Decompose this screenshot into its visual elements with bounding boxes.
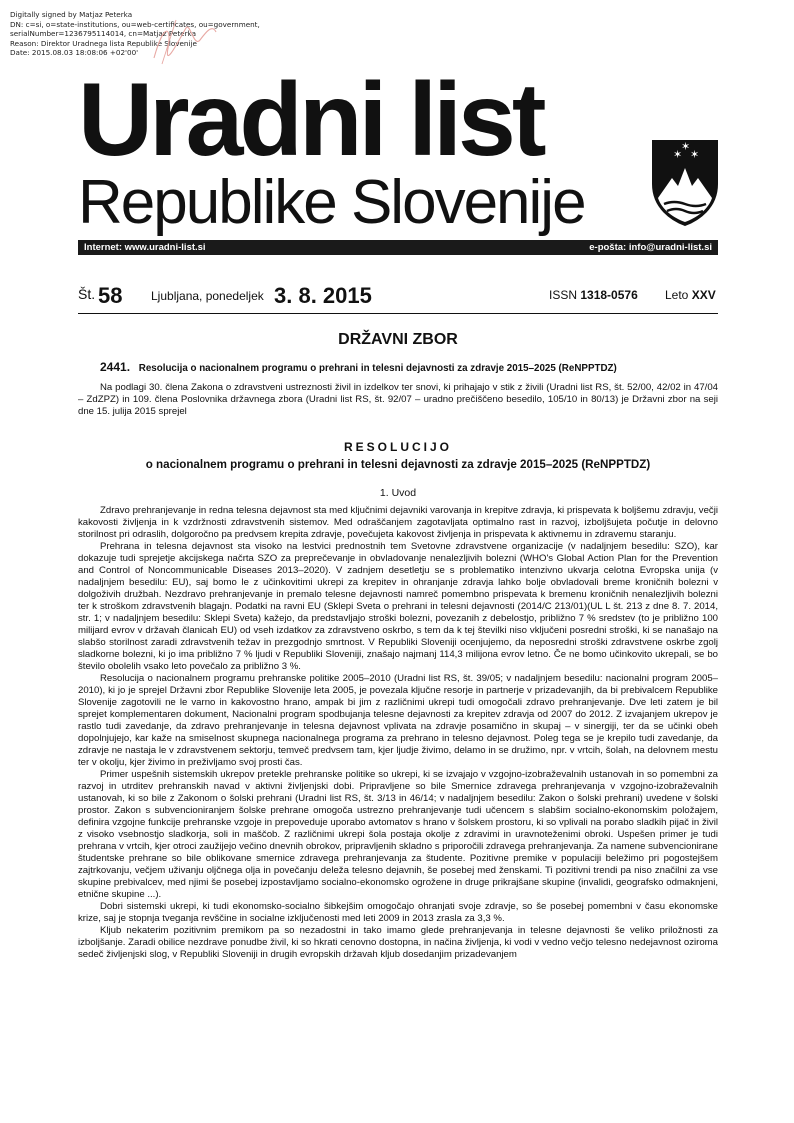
- digital-signature: [10, 10, 260, 58]
- internet-link[interactable]: Internet: www.uradni-list.si: [84, 242, 206, 253]
- paragraph: Dobri sistemski ukrepi, ki tudi ekonomsko-socialno šibkejšim omogočajo ohranjati svoje zdravje, so še posebej pomembni v času ekonomske krize, saj je stopnja tveganja revščine in socialne izključenosti med leti 2009 in 2013 zrasla za 3,3 %.: [78, 901, 718, 924]
- signature-line: DN: c=si, o=state-institutions, ou=web-certificates, ou=government,: [10, 19, 260, 29]
- resolution-title: RESOLUCIJO: [343, 440, 452, 454]
- svg-text:✶: ✶: [673, 148, 683, 161]
- body-text: [78, 505, 718, 961]
- document-heading: [100, 360, 720, 374]
- volume-value: XXV: [691, 288, 716, 302]
- issue-number: 58: [98, 283, 123, 308]
- volume: [665, 288, 716, 302]
- paragraph: Resolucija o nacionalnem programu prehranske politike 2005–2010 (Uradni list RS, št. 39/05; v nadaljnjem besedilu: nacionalni program 2005–2010), ki jo je sprejel Državni zbor Republike Slovenije leta 2005, je povezala ključne resorje in partnerje v prizadevanjih, da bi prebivalcem Republike Slovenije zagotovili ne le varno in kakovostno hrano, ampak bi jim z različnimi ukrepi tudi omogočali zdravo prehranjevanje. Dve leti zatem je bil sprejet komplementaren dokument, Nacionalni program spodbujanja telesne dejavnosti za krepitev zdravja od 2007 do 2012. Z izvajanjem ukrepov je rastlo tudi zavedanje, da zdravo prehranjevanje in telesna dejavnost vplivata na zdravje posamično in skupaj – v sinergiji, ter da se učinki obeh dopolnjujejo, kar kaže na smiselnost skupnega nacionalnega programa za prehrano in telesno dejavnost. Poleg tega se je krepilo tudi zavedanje, da zdravje ne nastaja le v zdravstvenem sektorju, temveč predvsem tam, kjer ljudje živimo, delamo in se družimo, npr. v vrtcih, šolah, na delovnem mestu ter v okolju, kjer živimo in preživljamo svoj prosti čas.: [78, 673, 718, 768]
- paragraph: Primer uspešnih sistemskih ukrepov pretekle prehranske politike so ukrepi, ki se izvajajo v vzgojno-izobraževalnih ustanovah in so pomembni za razvoj in utrditev prehranskih navad v aktivni življenjski dobi. Pripravljene so bile Smernice zdravega prehranjevanja v vzgojno-izobraževalnih ustanovah, ki so bile z Zakonom o šolski prehrani (Uradni list RS, št. 3/13 in 46/14; v nadaljnjem besedilu: Zakon o šolski prehrani) uvedene v šolski prostor. Zakon s subvencioniranjem šolske prehrane omogoča ustrezno prehranjevanje tudi učencem s slabšim socialno-ekonomskim položajem, definira vzgojne funkcije prehranske vzgoje in prepoveduje uporabo avtomatov s hrano v šolskem prostoru, ki so vplivali na porabo sladkih pijač in živil z visoko vsebnostjo sladkorja, soli in maščob. Z različnimi ukrepi šola postaja okolje z zdravimi in uravnoteženimi obroki. Uspešen primer je tudi prehrana v vrtcih, kjer otroci zaužijejo večino dnevnih obrokov, pripravljenih skladno s priporočili zdravega prehranjevanja. Za namene subvencionirane študentske prehrane so bile oblikovane smernice zdravega prehranjevanja za študente. Pozitivne premike v populaciji beležimo pri pogostejšem zajtrkovanju, večjem uživanju oljčnega olja in povečanju deleža telesno dejavnih, še posebej med ženskami. Ti pozitivni trendi pa niso značilni za vse skupine prebivalcev, med njimi še posebej izpostavljamo socialno-ekonomsko ogrožene in druge prikrajšane skupine (invalidi, geografsko odmaknjeni, etnične skupine ...).: [78, 769, 718, 900]
- signature-line: Date: 2015.08.03 18:08:06 +02'00': [10, 48, 139, 58]
- preamble: Na podlagi 30. člena Zakona o zdravstveni ustreznosti živil in izdelkov ter snovi, ki prihajajo v stik z živili (Uradni list RS, št. 52/00, 42/02 in 47/04 – ZdZPZ) in 109. člena Poslovnika državnega zbora (Uradni list RS, št. 92/07 – uradno prečiščeno besedilo, 105/10 in 80/13) je Državni zbor na seji dne 15. julija 2015 sprejel: [78, 382, 718, 417]
- resolution-subtitle: o nacionalnem programu o prehrani in telesni dejavnosti za zdravje 2015–2025 (ReNPPTDZ): [145, 458, 651, 471]
- issue-date: 3. 8. 2015: [274, 283, 372, 308]
- paragraph: Kljub nekaterim pozitivnim premikom pa so nezadostni in tako imamo glede prehranjevanja in telesne dejavnosti še veliko priložnosti za izboljšanje. Zaradi obilice nezdrave ponudbe živil, ki so hkrati cenovno dostopna, in načina življenja, ki vodi v vedno večjo telesno nedejavnost oziroma sedeč življenjski slog, v Republiki Sloveniji in drugih evropskih državah kljub dosedanjim prizadevanjem: [78, 925, 718, 960]
- svg-text:✶: ✶: [681, 140, 691, 153]
- contact-bar: [78, 240, 718, 255]
- document-title: Resolucija o nacionalnem programu o prehrani in telesni dejavnosti za zdravje 2015–2025 (ReNPPTDZ): [138, 363, 617, 374]
- chapter-heading: 1. Uvod: [379, 487, 417, 499]
- section-heading: DRŽAVNI ZBOR: [338, 331, 458, 348]
- signature-line: Reason: Direktor Uradnega lista Republike Slovenije: [10, 38, 197, 48]
- masthead-subtitle: Republike Slovenije: [78, 168, 585, 237]
- divider: [78, 313, 718, 314]
- paragraph: Prehrana in telesna dejavnost sta visoko na lestvici prednostnih tem Svetovne zdravstvene organizacije (v nadaljnjem besedilu: SZO), kar dokazuje tudi sprejetje akcijskega načrta SZO za preprečevanje in obvladovanje nenalezljivih bolezni (WHO's Global Action Plan for the Prevention and Control of Noncommunicable Diseases 2013–2020). V zadnjem desetletju se s problematiko intenzivno ukvarja celotna Evropska unija (v nadaljnjem besedilu: EU), saj bomo le z učinkovitimi ukrepi za krepitev in ohranjanje zdravja lahko bolje obvladovali breme kroničnih bolezni v dolgoživih družbah. Nezdravo prehranjevanje in premalo telesne dejavnosti namreč pomembno prispevata k bremenu kroničnih nenalezljivih bolezni ter k stroškom zdravstvenih blagajn. Podatki na ravni EU (Sklepi Sveta o prehrani in telesni dejavnosti (2014/C 213/01)(UL L št. 213 z dne 8. 7. 2014, str. 1; v nadaljnjem besedilu: Sklepi Sveta) kažejo, da predstavljajo stroški bolezni, povezanih z debelostjo, približno 7 % sredstev (to je približno 100 milijard evrov v državah članicah EU) od vseh izdatkov za zdravstveno oskrbo, s tem da k tej številki niso vključeni posredni stroški, ki se nanašajo na slabšo storilnost zaradi zdravstvenih težav in prezgodnjo smrtnost. V Republiki Sloveniji ocenjujemo, da neposredni stroški zdravstvene oskrbe zgolj sladkorne bolezni, ki jo ima približno 7 % ljudi v Republiki Sloveniji, znašajo najmanj 114,3 milijona evrov letno. Če ne bomo učinkovito ukrepali, se bo število obolelih vsako leto povečalo za približno 3 %.: [78, 541, 718, 672]
- masthead: [78, 62, 728, 237]
- issn-label: ISSN: [549, 288, 578, 302]
- signature-line: serialNumber=1236795114014, cn=Matjaz Peterka: [10, 29, 196, 39]
- issn-value: 1318-0576: [580, 288, 638, 302]
- document-number: 2441.: [100, 360, 131, 374]
- masthead-title: Uradni list: [78, 62, 543, 178]
- issue-place: Ljubljana, ponedeljek: [151, 289, 264, 303]
- paragraph: Zdravo prehranjevanje in redna telesna dejavnost sta med ključnimi dejavniki varovanja in krepitve zdravja, ki prispevata k boljšemu zdravju, večji kakovosti življenja in k vzdržnosti zdravstvenih sistemov. Med odraščanjem zagotavljata optimalno rast in razvoj, izboljšujeta počutje in delovno storilnost pri odraslih, dolgoročno pa predvsem krepita zdravje, povečujeta kakovost življenja in prispevata k aktivnemu in zdravemu staranju.: [78, 505, 718, 540]
- slovenia-coat-of-arms-icon: [650, 138, 720, 228]
- svg-text:✶: ✶: [690, 148, 700, 161]
- issue-number-label: Št.: [78, 286, 96, 302]
- email-link[interactable]: e-pošta: info@uradni-list.si: [589, 242, 712, 253]
- signature-scribble-icon: [150, 18, 220, 66]
- volume-label: Leto: [665, 288, 689, 302]
- issue-line: [78, 283, 718, 309]
- signature-line: Digitally signed by Matjaz Peterka: [10, 10, 133, 19]
- issn: [549, 288, 638, 302]
